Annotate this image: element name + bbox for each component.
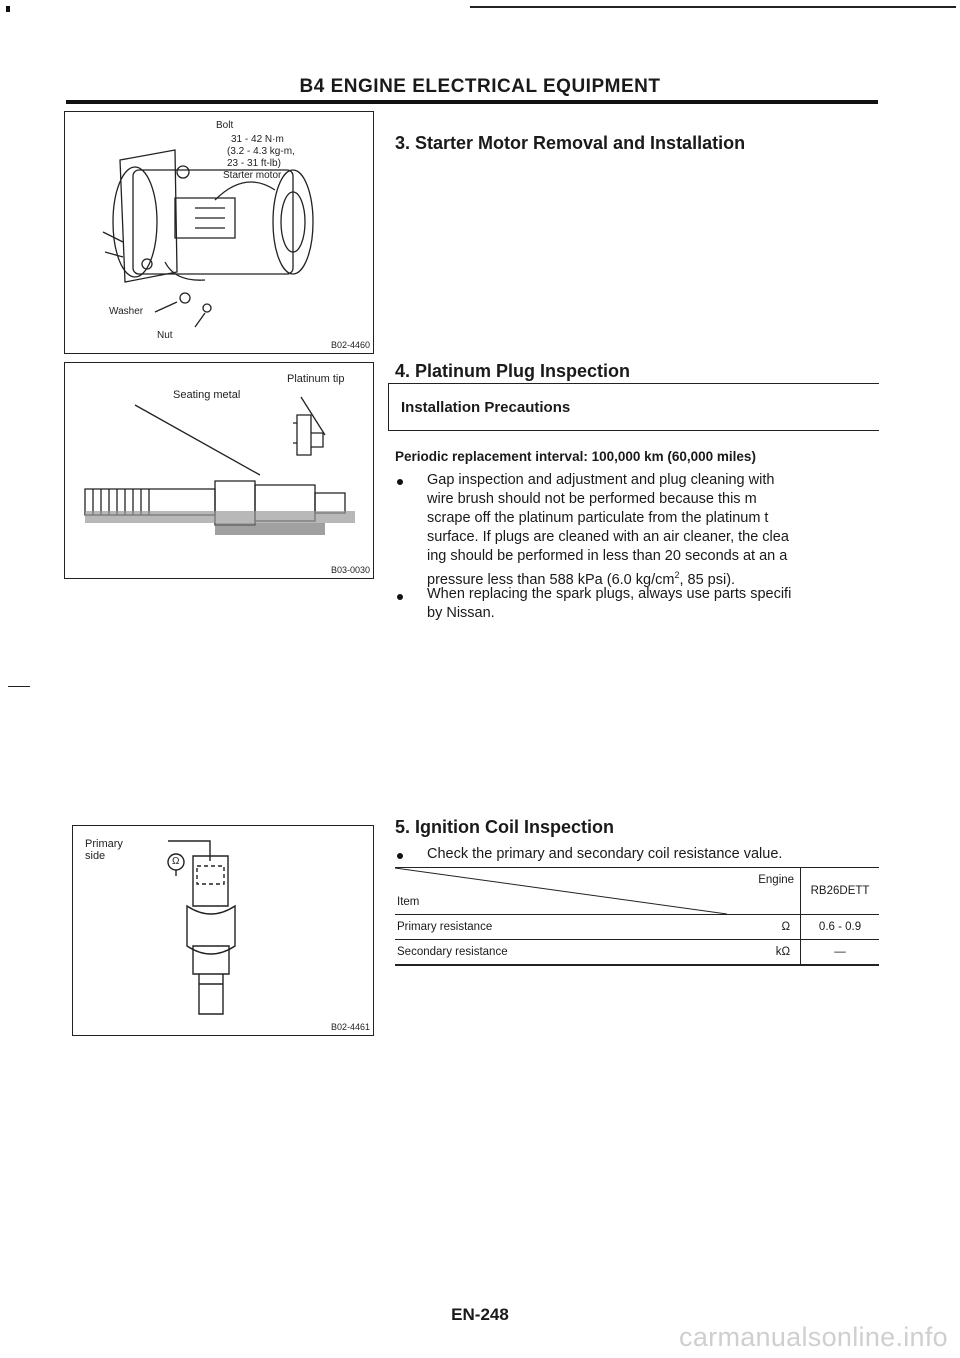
label-washer: Washer bbox=[109, 306, 144, 317]
label-primary: Primary bbox=[85, 838, 123, 850]
bullet-dot bbox=[397, 594, 403, 600]
label-torque-nm: 31 - 42 N·m bbox=[231, 134, 284, 145]
unit-cell: kΩ bbox=[729, 939, 801, 965]
engine-model-cell: RB26DETT bbox=[801, 868, 879, 914]
table-header-row bbox=[395, 868, 879, 914]
text-line: surface. If plugs are cleaned with an air cleaner, the clea bbox=[427, 529, 789, 545]
print-mark bbox=[6, 6, 10, 12]
corner-diagonal bbox=[395, 868, 727, 914]
bullet-dot bbox=[397, 479, 403, 485]
label-side: side bbox=[85, 850, 106, 862]
top-edge-rule bbox=[470, 6, 956, 8]
figure-ignition-coil bbox=[72, 825, 374, 1036]
corner-label-item: Item bbox=[397, 895, 420, 908]
section-5-title: 5. Ignition Coil Inspection bbox=[395, 817, 614, 837]
section-3-title: 3. Starter Motor Removal and Installation bbox=[395, 133, 746, 153]
subheading-box bbox=[388, 383, 879, 431]
figure-code: B02-4461 bbox=[330, 1022, 370, 1032]
replacement-interval: Periodic replacement interval: 100,000 km (60,000 miles) bbox=[395, 449, 756, 464]
page-number: EN-248 bbox=[451, 1305, 509, 1324]
section-4-title: 4. Platinum Plug Inspection bbox=[395, 361, 631, 381]
header-rule bbox=[66, 100, 878, 104]
table-corner-cell bbox=[395, 868, 801, 914]
item-cell: Primary resistance bbox=[395, 914, 729, 939]
text-line: pressure less than 588 kPa (6.0 $kg/cm^2$, 85 psi). bbox=[427, 570, 736, 588]
margin-mark bbox=[8, 686, 30, 687]
text-line: by Nissan. bbox=[427, 605, 495, 621]
ignition-coil-illustration bbox=[73, 826, 373, 1035]
item-cell: Secondary resistance bbox=[395, 939, 729, 965]
label-torque-kgm: (3.2 - 4.3 kg-m, bbox=[227, 146, 295, 157]
ohmmeter-symbol: Ω bbox=[172, 856, 180, 867]
table-row bbox=[395, 914, 879, 939]
subheading-installation-precautions: Installation Precautions bbox=[401, 399, 571, 416]
bullet-check-resistance: Check the primary and secondary coil resistance value. bbox=[427, 846, 783, 862]
figure-platinum-plug bbox=[64, 362, 374, 579]
watermark: carmanualsonline.info bbox=[679, 1322, 948, 1352]
corner-label-engine: Engine bbox=[758, 874, 795, 886]
bullet-gap-inspection bbox=[427, 471, 879, 590]
text-line: wire brush should not be performed because this m bbox=[427, 491, 757, 507]
figure-code: B03-0030 bbox=[330, 565, 370, 575]
text-line: scrape off the platinum particulate from the platinum t bbox=[427, 510, 769, 526]
table-row bbox=[395, 939, 879, 965]
label-bolt: Bolt bbox=[216, 120, 234, 131]
text-line: Gap inspection and adjustment and plug cleaning with bbox=[427, 472, 775, 488]
text-line: ing should be performed in less than 20 seconds at an a bbox=[427, 548, 788, 564]
label-torque-ftlb: 23 - 31 ft-lb) bbox=[227, 158, 281, 169]
label-seating-metal: Seating metal bbox=[173, 389, 241, 401]
coil-resistance-table bbox=[395, 868, 879, 966]
label-starter-motor: Starter motor bbox=[223, 170, 282, 181]
unit-cell: Ω bbox=[729, 914, 801, 939]
value-cell: — bbox=[801, 939, 879, 965]
figure-code: B02-4460 bbox=[330, 340, 370, 350]
text-line: When replacing the spark plugs, always use parts specifi bbox=[427, 586, 792, 602]
bullet-dot bbox=[397, 853, 403, 859]
bullet-replacement-parts bbox=[427, 585, 879, 623]
label-platinum-tip: Platinum tip bbox=[287, 373, 345, 385]
figure-starter-motor bbox=[64, 111, 374, 354]
value-cell: 0.6 - 0.9 bbox=[801, 914, 879, 939]
page-header-title: B4 ENGINE ELECTRICAL EQUIPMENT bbox=[299, 76, 661, 97]
label-nut: Nut bbox=[157, 330, 173, 341]
